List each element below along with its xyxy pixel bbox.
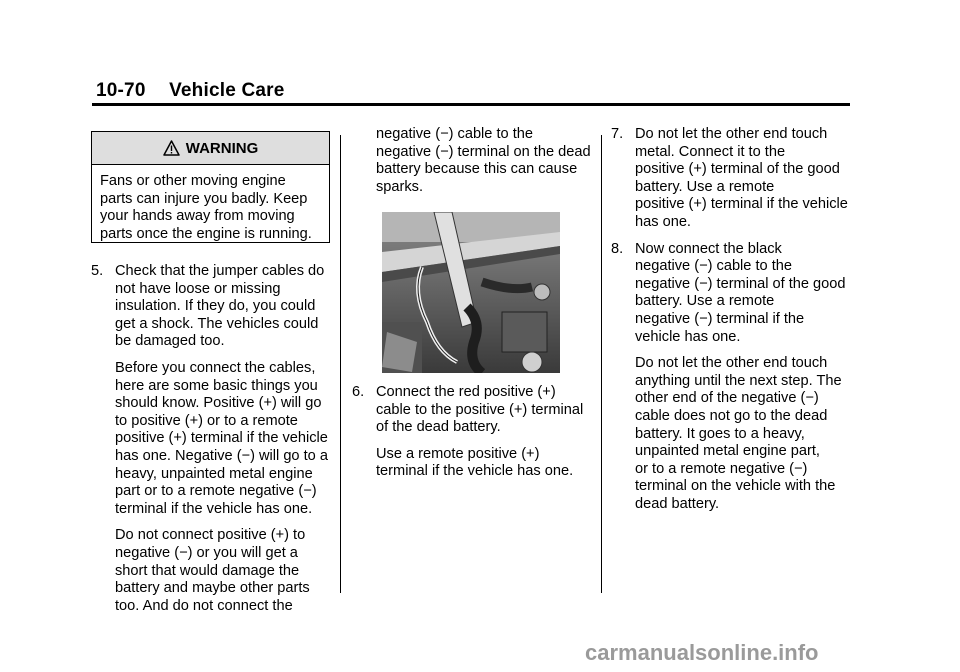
engine-jumper-cable-photo (382, 212, 560, 373)
text-line: negative (−) cable to the (635, 258, 792, 275)
warning-line: parts can injure you badly. Keep (100, 190, 308, 207)
watermark: carmanualsonline.info (585, 640, 819, 665)
text-line: positive (+) terminal if the vehicle (115, 430, 328, 447)
engine-illustration (382, 212, 560, 373)
text-line: get a shock. The vehicles could (115, 315, 319, 332)
text-line: battery. It goes to a heavy, (635, 425, 805, 442)
header-rule (92, 103, 850, 106)
text-line: unpainted metal engine part, (635, 443, 820, 460)
text-line: of the dead battery. (376, 419, 501, 436)
text-line: negative (−) terminal if the (635, 310, 805, 327)
step-6 (352, 384, 597, 437)
text-line: Before you connect the cables, (115, 359, 316, 376)
column-1-text (91, 263, 336, 615)
step-number: 5. (91, 263, 104, 279)
text-line: Connect the red positive (+) (376, 384, 556, 400)
text-line: be damaged too. (115, 333, 225, 350)
step-number: 7. (611, 126, 624, 142)
text-line: battery. Use a remote (635, 293, 775, 310)
warning-title: WARNING (185, 139, 259, 157)
text-line: battery because this can cause (376, 161, 578, 178)
text-line: other end of the negative (−) (635, 390, 819, 407)
text-line: not have loose or missing (115, 280, 281, 297)
warning-triangle-icon (163, 140, 180, 156)
text-line: vehicle has one. (635, 328, 741, 345)
column-divider-2 (601, 135, 602, 593)
paragraph-remote-positive (352, 446, 597, 481)
page-header (96, 80, 285, 102)
text-line: negative (−) terminal on the dead (376, 143, 591, 160)
column-2-text-bottom (352, 384, 597, 481)
step-number: 6. (352, 384, 365, 400)
text-line: cable to the positive (+) terminal (376, 401, 584, 418)
text-line: to positive (+) or to a remote (115, 412, 298, 429)
text-line: Now connect the black (635, 240, 782, 257)
warning-line: parts once the engine is running. (100, 225, 312, 242)
text-line: terminal if the vehicle has one. (115, 500, 313, 517)
text-line: part or to a remote negative (−) (115, 483, 317, 500)
text-line: anything until the next step. The (635, 372, 842, 389)
warning-line: your hands away from moving (100, 208, 295, 225)
text-line: negative (−) cable to the (376, 126, 533, 142)
text-line: or to a remote negative (−) (635, 460, 808, 477)
text-line: insulation. If they do, you could (115, 298, 316, 315)
column-divider-1 (340, 135, 341, 593)
text-line: dead battery. (635, 495, 720, 512)
text-line: Do not connect positive (+) to (115, 527, 306, 544)
text-line: terminal if the vehicle has one. (376, 463, 574, 480)
text-line: heavy, unpainted metal engine (115, 465, 313, 482)
warning-line: Fans or other moving engine (100, 173, 286, 189)
step-7 (611, 126, 856, 232)
text-line: terminal on the vehicle with the (635, 478, 836, 495)
step-5 (91, 263, 336, 351)
text-line: Check that the jumper cables do (115, 263, 325, 279)
text-line: has one. (635, 213, 691, 230)
text-line: metal. Connect it to the (635, 143, 786, 160)
paragraph-caution (91, 527, 336, 615)
text-line: sparks. (376, 178, 424, 195)
continued-paragraph (352, 126, 597, 196)
text-line: has one. Negative (−) will go to a (115, 447, 328, 464)
section-title: Vehicle Care (169, 80, 285, 101)
text-line: Do not let the other end touch (635, 355, 828, 372)
text-line: battery and maybe other parts (115, 580, 310, 597)
text-line: Do not let the other end touch (635, 126, 828, 142)
text-line: negative (−) or you will get a (115, 544, 298, 561)
text-line: here are some basic things you (115, 377, 318, 394)
text-line: battery. Use a remote (635, 178, 775, 195)
text-line: positive (+) terminal if the vehicle (635, 196, 848, 213)
warning-text (92, 165, 329, 243)
text-line: negative (−) terminal of the good (635, 275, 846, 292)
column-2-text-top (352, 126, 597, 196)
text-line: cable does not go to the dead (635, 407, 828, 424)
text-line: short that would damage the (115, 562, 300, 579)
page-number: 10-70 (96, 80, 146, 101)
step-8 (611, 241, 856, 347)
text-line: should know. Positive (+) will go (115, 395, 322, 412)
text-line: positive (+) terminal of the good (635, 161, 840, 178)
paragraph-other-end (611, 355, 856, 513)
text-line: too. And do not connect the (115, 597, 293, 614)
column-3-text (611, 126, 856, 513)
warning-header (92, 132, 329, 165)
paragraph-basics (91, 360, 336, 518)
step-number: 8. (611, 240, 624, 257)
text-line: Use a remote positive (+) (376, 445, 540, 462)
warning-box (91, 131, 330, 243)
